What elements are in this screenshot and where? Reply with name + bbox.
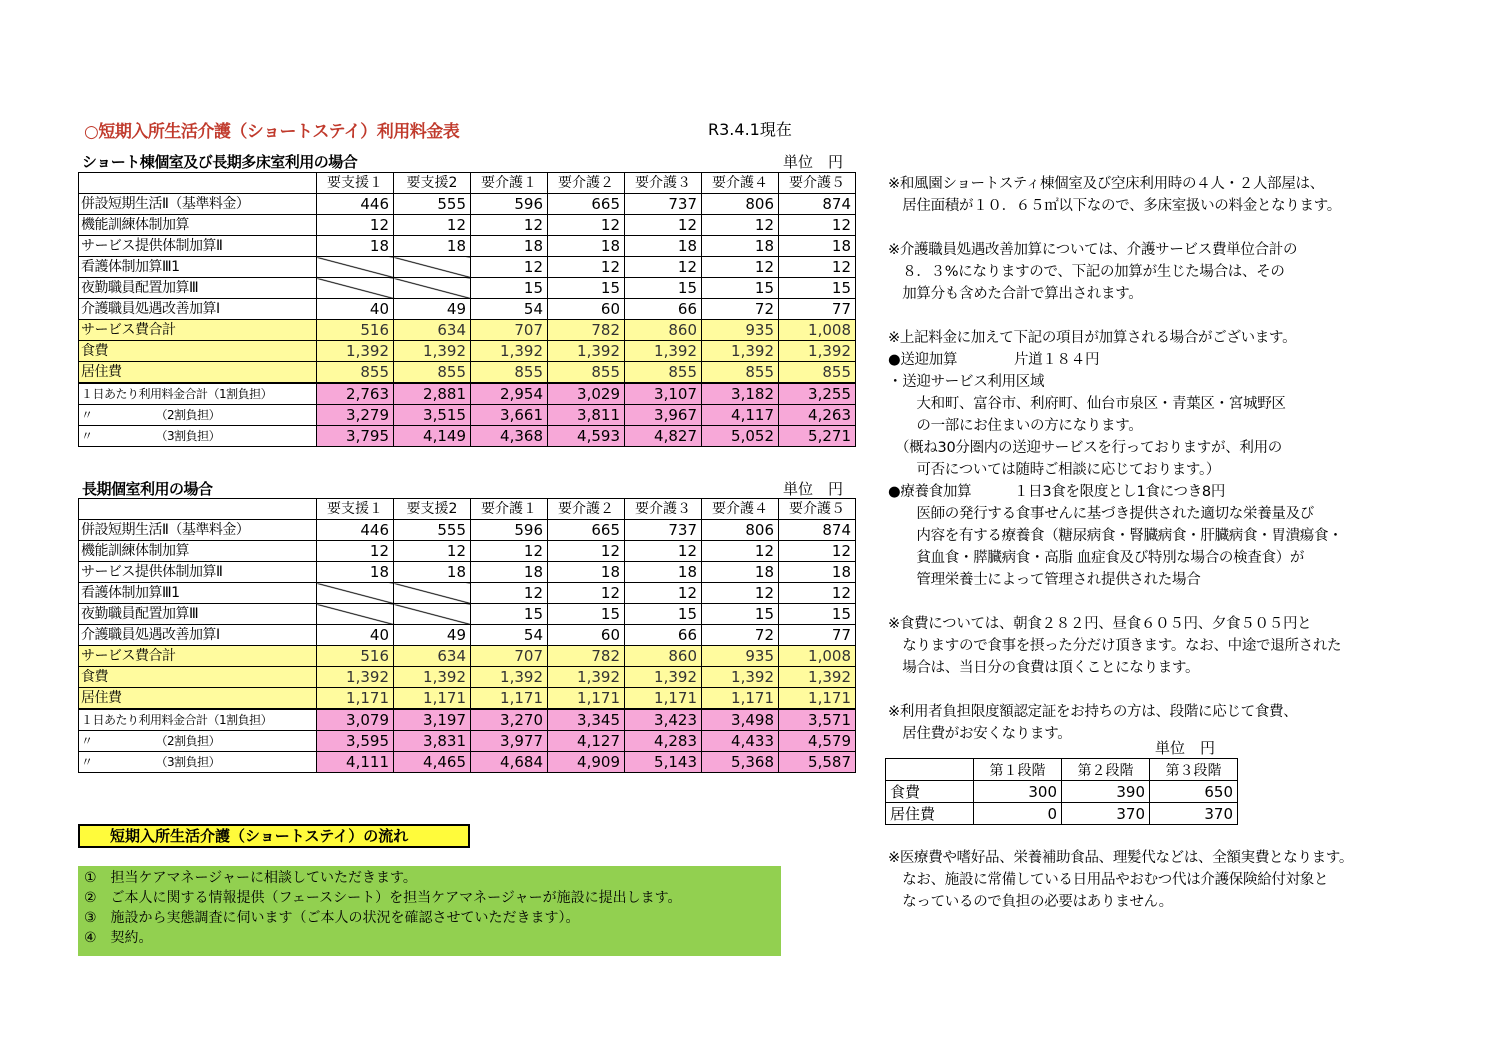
notes-block: [888, 173, 1342, 745]
value-cell: 1,008: [779, 320, 856, 341]
note-line: なっているので負担の必要はありません。: [888, 894, 1173, 910]
row-label: 居住費: [79, 688, 317, 710]
value-cell: 12: [548, 215, 625, 236]
value-cell: 18: [779, 562, 856, 583]
table-row: [79, 541, 856, 562]
table-row: [79, 278, 856, 299]
note-line: ※医療費や嗜好品、栄養補助食品、理髪代などは、全額実費となります。: [888, 850, 1354, 866]
value-cell: 806: [702, 194, 779, 215]
value-cell: 665: [548, 520, 625, 541]
value-cell: 3,595: [317, 731, 394, 752]
value-cell: 5,368: [702, 752, 779, 773]
value-cell: 874: [779, 194, 856, 215]
value-cell: 77: [779, 299, 856, 320]
value-cell: 5,052: [702, 426, 779, 447]
table1-unit: 単位 円: [783, 153, 844, 171]
value-cell: 60: [548, 299, 625, 320]
value-cell: 15: [625, 278, 702, 299]
value-cell: 634: [394, 320, 471, 341]
value-cell: 3,831: [394, 731, 471, 752]
value-cell: 855: [625, 362, 702, 384]
value-cell: 1,392: [317, 341, 394, 362]
note-line: 大和町、富谷市、利府町、仙台市泉区・青葉区・宮城野区: [888, 396, 1286, 412]
value-cell: 12: [317, 215, 394, 236]
note-line: ※和風園ショートスティ棟個室及び空床利用時の４人・２人部屋は、: [888, 176, 1324, 192]
table-row: [79, 688, 856, 710]
value-cell: 1,171: [394, 688, 471, 710]
na-cell: [317, 583, 394, 604]
value-cell: 18: [317, 236, 394, 257]
row-label: 機能訓練体制加算: [79, 541, 317, 562]
value-cell: 446: [317, 520, 394, 541]
row-label: 〃 （3割負担）: [79, 426, 317, 447]
value-cell: 5,143: [625, 752, 702, 773]
value-cell: 860: [625, 320, 702, 341]
note-line: なお、施設に常備している日用品やおむつ代は介護保険給付対象と: [888, 872, 1329, 888]
value-cell: 3,571: [779, 709, 856, 731]
note-line: （概ね30分圏内の送迎サービスを行っておりますが、利用の: [888, 440, 1282, 456]
table-header-row: [79, 173, 856, 194]
value-cell: 1,392: [779, 667, 856, 688]
value-cell: 5,587: [779, 752, 856, 773]
value-cell: 806: [702, 520, 779, 541]
value-cell: 1,392: [317, 667, 394, 688]
column-header: 要支援１: [317, 173, 394, 194]
value-cell: 516: [317, 320, 394, 341]
value-cell: 12: [702, 541, 779, 562]
value-cell: 855: [394, 362, 471, 384]
small-table-header: [886, 759, 1238, 781]
value-cell: 72: [702, 299, 779, 320]
header-corner: [79, 499, 317, 520]
value-cell: 300: [974, 781, 1062, 803]
value-cell: 3,977: [471, 731, 548, 752]
fee-table-long-private: [78, 498, 856, 773]
note-line: ●送迎加算 片道１８４円: [888, 352, 1100, 368]
value-cell: 18: [471, 236, 548, 257]
row-label: 〃 （2割負担）: [79, 731, 317, 752]
value-cell: 1,392: [779, 341, 856, 362]
value-cell: 3,498: [702, 709, 779, 731]
column-header: 要介護５: [779, 173, 856, 194]
value-cell: 855: [779, 362, 856, 384]
row-label: 〃 （3割負担）: [79, 752, 317, 773]
value-cell: 1,171: [702, 688, 779, 710]
note-line: [888, 591, 1342, 613]
value-cell: 2,954: [471, 383, 548, 405]
na-cell: [394, 257, 471, 278]
value-cell: 855: [548, 362, 625, 384]
value-cell: 18: [702, 562, 779, 583]
row-label: 居住費: [79, 362, 317, 384]
note-line: 医師の発行する食事せんに基づき提供された適切な栄養量及び: [888, 506, 1314, 522]
value-cell: 4,684: [471, 752, 548, 773]
value-cell: 12: [625, 583, 702, 604]
value-cell: 15: [779, 604, 856, 625]
value-cell: 555: [394, 520, 471, 541]
table-row: [79, 426, 856, 447]
note-line: [888, 305, 1342, 327]
value-cell: 3,029: [548, 383, 625, 405]
value-cell: 40: [317, 625, 394, 646]
table-row: [79, 341, 856, 362]
value-cell: 12: [394, 541, 471, 562]
value-cell: 12: [471, 257, 548, 278]
value-cell: 1,171: [471, 688, 548, 710]
table-row: [79, 667, 856, 688]
value-cell: 40: [317, 299, 394, 320]
value-cell: 15: [471, 278, 548, 299]
value-cell: 15: [548, 278, 625, 299]
na-cell: [394, 604, 471, 625]
flow-steps: [78, 866, 781, 956]
row-label: 看護体制加算Ⅲ1: [79, 257, 317, 278]
value-cell: 3,182: [702, 383, 779, 405]
value-cell: 3,255: [779, 383, 856, 405]
note-line: [888, 217, 1342, 239]
value-cell: 707: [471, 320, 548, 341]
value-cell: 3,661: [471, 405, 548, 426]
row-label: 機能訓練体制加算: [79, 215, 317, 236]
value-cell: 12: [471, 215, 548, 236]
table-row: [79, 562, 856, 583]
header-corner: [886, 759, 974, 781]
note-line: 貧血食・膵臓病食・高脂 血症食及び特別な場合の検査食）が: [888, 550, 1305, 566]
note-line: ・送迎サービス利用区域: [888, 374, 1045, 390]
row-label: 介護職員処遇改善加算Ⅰ: [79, 299, 317, 320]
value-cell: 935: [702, 320, 779, 341]
value-cell: 4,579: [779, 731, 856, 752]
value-cell: 15: [471, 604, 548, 625]
table-row: [79, 604, 856, 625]
note-line: 内容を有する療養食（糖尿病食・腎臓病食・肝臓病食・胃潰瘍食・: [888, 528, 1343, 544]
value-cell: 390: [1062, 781, 1150, 803]
table-row: [79, 646, 856, 667]
value-cell: 1,392: [625, 667, 702, 688]
value-cell: 66: [625, 625, 702, 646]
column-header: 要介護３: [625, 173, 702, 194]
row-label: 看護体制加算Ⅲ1: [79, 583, 317, 604]
value-cell: 3,107: [625, 383, 702, 405]
value-cell: 370: [1150, 803, 1238, 825]
value-cell: 49: [394, 299, 471, 320]
column-header: 第３段階: [1150, 759, 1238, 781]
value-cell: 12: [548, 257, 625, 278]
value-cell: 935: [702, 646, 779, 667]
row-label: 居住費: [886, 803, 974, 825]
value-cell: 2,881: [394, 383, 471, 405]
value-cell: 18: [471, 562, 548, 583]
value-cell: 12: [548, 541, 625, 562]
flow-step: ③ 施設から実態調査に伺います（ご本人の状況を確認させていただきます）。: [84, 910, 580, 926]
na-cell: [394, 583, 471, 604]
value-cell: 12: [625, 257, 702, 278]
row-label: サービス提供体制加算Ⅱ: [79, 562, 317, 583]
value-cell: 3,515: [394, 405, 471, 426]
value-cell: 1,171: [779, 688, 856, 710]
note-line: 加算分も含めた合計で算出されます。: [888, 286, 1143, 302]
notes-bottom-block: [888, 847, 1353, 913]
value-cell: 555: [394, 194, 471, 215]
value-cell: 4,827: [625, 426, 702, 447]
value-cell: 1,392: [702, 341, 779, 362]
value-cell: 1,008: [779, 646, 856, 667]
page-title: ○短期入所生活介護（ショートステイ）利用料金表: [84, 122, 460, 142]
value-cell: 12: [779, 215, 856, 236]
small-table-unit: 単位 円: [1155, 739, 1216, 757]
row-label: 併設短期生活Ⅱ（基準料金）: [79, 194, 317, 215]
value-cell: 3,345: [548, 709, 625, 731]
value-cell: 12: [702, 257, 779, 278]
header-corner: [79, 173, 317, 194]
column-header: 要介護５: [779, 499, 856, 520]
column-header: 要介護１: [471, 499, 548, 520]
value-cell: 3,811: [548, 405, 625, 426]
value-cell: 77: [779, 625, 856, 646]
row-label: 併設短期生活Ⅱ（基準料金）: [79, 520, 317, 541]
value-cell: 15: [548, 604, 625, 625]
value-cell: 18: [625, 562, 702, 583]
value-cell: 782: [548, 646, 625, 667]
column-header: 要介護１: [471, 173, 548, 194]
table-row: [79, 405, 856, 426]
flow-heading: 短期入所生活介護（ショートステイ）の流れ: [78, 824, 470, 848]
value-cell: 1,392: [548, 341, 625, 362]
row-label: 食費: [79, 341, 317, 362]
value-cell: 516: [317, 646, 394, 667]
value-cell: 370: [1062, 803, 1150, 825]
note-line: ８．３%になりますので、下記の加算が生じた場合は、その: [888, 264, 1285, 280]
note-line: 管理栄養士によって管理され提供された場合: [888, 572, 1201, 588]
table-header-row: [79, 499, 856, 520]
value-cell: 4,593: [548, 426, 625, 447]
note-line: 居住費がお安くなります。: [888, 726, 1072, 742]
value-cell: 54: [471, 625, 548, 646]
value-cell: 15: [779, 278, 856, 299]
table-row: [79, 583, 856, 604]
row-label: 夜勤職員配置加算Ⅲ: [79, 278, 317, 299]
value-cell: 596: [471, 520, 548, 541]
value-cell: 15: [625, 604, 702, 625]
flow-step: ① 担当ケアマネージャーに相談していただきます。: [84, 870, 417, 886]
value-cell: 12: [779, 541, 856, 562]
value-cell: 1,392: [471, 667, 548, 688]
value-cell: 596: [471, 194, 548, 215]
value-cell: 60: [548, 625, 625, 646]
value-cell: 15: [702, 278, 779, 299]
column-header: 要介護４: [702, 499, 779, 520]
note-line: ※食費については、朝食２８２円、昼食６０５円、夕食５０５円と: [888, 616, 1312, 632]
note-line: ※利用者負担限度額認定証をお持ちの方は、段階に応じて食費、: [888, 704, 1298, 720]
value-cell: 12: [471, 583, 548, 604]
table-row: [79, 383, 856, 405]
table-row: [79, 362, 856, 384]
value-cell: 18: [548, 236, 625, 257]
column-header: 要支援2: [394, 173, 471, 194]
note-line: なりますので食事を摂った分だけ頂きます。なお、中途で退所された: [888, 638, 1342, 654]
value-cell: 12: [548, 583, 625, 604]
value-cell: 634: [394, 646, 471, 667]
value-cell: 1,171: [625, 688, 702, 710]
value-cell: 12: [702, 215, 779, 236]
column-header: 要介護４: [702, 173, 779, 194]
as-of-date: R3.4.1現在: [708, 120, 792, 139]
na-cell: [317, 604, 394, 625]
value-cell: 4,909: [548, 752, 625, 773]
na-cell: [394, 278, 471, 299]
table-row: [79, 320, 856, 341]
value-cell: 4,465: [394, 752, 471, 773]
value-cell: 18: [625, 236, 702, 257]
value-cell: 665: [548, 194, 625, 215]
value-cell: 446: [317, 194, 394, 215]
value-cell: 2,763: [317, 383, 394, 405]
table-row: [79, 299, 856, 320]
value-cell: 49: [394, 625, 471, 646]
row-label: 〃 （2割負担）: [79, 405, 317, 426]
value-cell: 1,392: [394, 667, 471, 688]
table-row: [79, 709, 856, 731]
note-line: の一部にお住まいの方になります。: [888, 418, 1143, 434]
column-header: 要介護３: [625, 499, 702, 520]
row-label: サービス費合計: [79, 320, 317, 341]
note-line: 可否については随時ご相談に応じております。）: [888, 462, 1221, 478]
value-cell: 54: [471, 299, 548, 320]
value-cell: 66: [625, 299, 702, 320]
value-cell: 4,111: [317, 752, 394, 773]
column-header: 要介護２: [548, 499, 625, 520]
value-cell: 5,271: [779, 426, 856, 447]
value-cell: 1,392: [625, 341, 702, 362]
note-line: ●療養食加算 １日3食を限度とし1食につき8円: [888, 484, 1226, 500]
value-cell: 12: [394, 215, 471, 236]
note-line: ※上記料金に加えて下記の項目が加算される場合がございます。: [888, 330, 1297, 346]
row-label: 食費: [79, 667, 317, 688]
note-line: 場合は、当日分の食費は頂くことになります。: [888, 660, 1200, 676]
table-row: [886, 781, 1238, 803]
value-cell: 737: [625, 194, 702, 215]
table-row: [79, 194, 856, 215]
value-cell: 650: [1150, 781, 1238, 803]
value-cell: 3,079: [317, 709, 394, 731]
value-cell: 12: [779, 257, 856, 278]
table-row: [886, 803, 1238, 825]
value-cell: 72: [702, 625, 779, 646]
value-cell: 4,117: [702, 405, 779, 426]
value-cell: 1,171: [317, 688, 394, 710]
value-cell: 1,392: [394, 341, 471, 362]
value-cell: 18: [394, 236, 471, 257]
table2-unit: 単位 円: [783, 480, 844, 498]
table-row: [79, 520, 856, 541]
value-cell: 3,279: [317, 405, 394, 426]
na-cell: [317, 257, 394, 278]
table-row: [79, 257, 856, 278]
value-cell: 4,127: [548, 731, 625, 752]
value-cell: 12: [625, 541, 702, 562]
column-header: 第１段階: [974, 759, 1062, 781]
column-header: 要介護２: [548, 173, 625, 194]
value-cell: 1,392: [471, 341, 548, 362]
burden-limit-table: [885, 758, 1238, 825]
value-cell: 12: [702, 583, 779, 604]
value-cell: 4,283: [625, 731, 702, 752]
na-cell: [317, 278, 394, 299]
value-cell: 18: [779, 236, 856, 257]
table2-heading: 長期個室利用の場合: [82, 480, 213, 498]
table-row: [79, 215, 856, 236]
value-cell: 4,368: [471, 426, 548, 447]
value-cell: 18: [702, 236, 779, 257]
row-label: 食費: [886, 781, 974, 803]
column-header: 要支援１: [317, 499, 394, 520]
value-cell: 18: [394, 562, 471, 583]
value-cell: 860: [625, 646, 702, 667]
fee-table-short-stay: [78, 172, 856, 447]
value-cell: 855: [317, 362, 394, 384]
value-cell: 737: [625, 520, 702, 541]
value-cell: 1,392: [702, 667, 779, 688]
table-row: [79, 731, 856, 752]
table1-heading: ショート棟個室及び長期多床室利用の場合: [82, 153, 358, 171]
value-cell: 1,171: [548, 688, 625, 710]
value-cell: 3,795: [317, 426, 394, 447]
value-cell: 1,392: [548, 667, 625, 688]
column-header: 第２段階: [1062, 759, 1150, 781]
column-header: 要支援2: [394, 499, 471, 520]
value-cell: 12: [317, 541, 394, 562]
table-row: [79, 236, 856, 257]
value-cell: 855: [702, 362, 779, 384]
row-label: １日あたり利用料金合計（1割負担）: [79, 383, 317, 405]
value-cell: 707: [471, 646, 548, 667]
note-line: [888, 679, 1342, 701]
row-label: サービス提供体制加算Ⅱ: [79, 236, 317, 257]
value-cell: 3,197: [394, 709, 471, 731]
value-cell: 4,433: [702, 731, 779, 752]
flow-step: ④ 契約。: [84, 930, 153, 946]
table-row: [79, 625, 856, 646]
value-cell: 12: [779, 583, 856, 604]
flow-step: ② ご本人に関する情報提供（フェースシート）を担当ケアマネージャーが施設に提出します。: [84, 890, 682, 906]
value-cell: 4,149: [394, 426, 471, 447]
note-line: ※介護職員処遇改善加算については、介護サービス費単位合計の: [888, 242, 1298, 258]
value-cell: 874: [779, 520, 856, 541]
value-cell: 15: [702, 604, 779, 625]
value-cell: 12: [625, 215, 702, 236]
value-cell: 782: [548, 320, 625, 341]
value-cell: 12: [471, 541, 548, 562]
value-cell: 0: [974, 803, 1062, 825]
row-label: サービス費合計: [79, 646, 317, 667]
value-cell: 18: [317, 562, 394, 583]
row-label: 介護職員処遇改善加算Ⅰ: [79, 625, 317, 646]
value-cell: 3,423: [625, 709, 702, 731]
row-label: 夜勤職員配置加算Ⅲ: [79, 604, 317, 625]
row-label: １日あたり利用料金合計（1割負担）: [79, 709, 317, 731]
note-line: 居住面積が１０．６５㎡以下なので、多床室扱いの料金となります。: [888, 198, 1341, 214]
value-cell: 4,263: [779, 405, 856, 426]
value-cell: 855: [471, 362, 548, 384]
value-cell: 3,967: [625, 405, 702, 426]
table-row: [79, 752, 856, 773]
value-cell: 18: [548, 562, 625, 583]
value-cell: 3,270: [471, 709, 548, 731]
